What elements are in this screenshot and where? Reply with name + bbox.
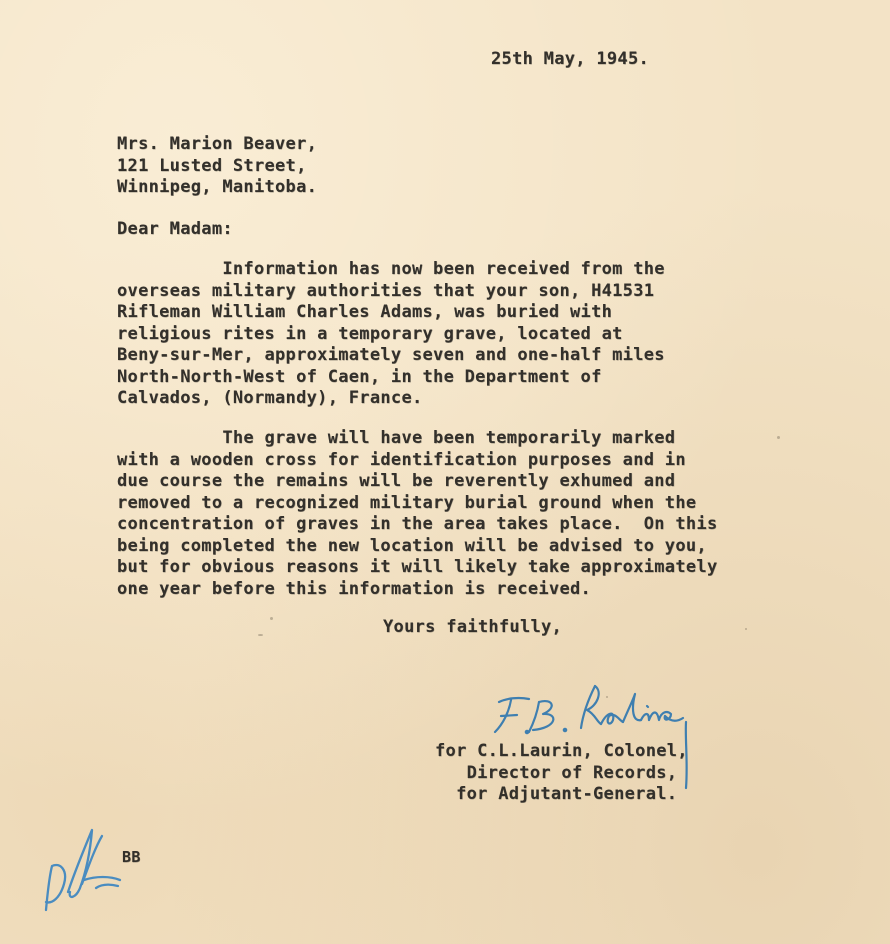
- handwritten-initials: [38, 818, 123, 918]
- letter-date: 25th May, 1945.: [491, 49, 650, 69]
- paper-speck: [258, 634, 263, 636]
- body-paragraph-2: [117, 428, 718, 600]
- typist-initials: BB: [122, 848, 141, 866]
- paragraph-line: one year before this information is received.: [117, 578, 592, 599]
- paragraph-line: being completed the new location will be advised to you,: [117, 535, 707, 556]
- paper-speck: [606, 696, 608, 698]
- paragraph-line: due course the remains will be reverently exhumed and: [117, 471, 676, 491]
- paragraph-line: overseas military authorities that your son, H41531: [117, 280, 655, 301]
- paragraph-line: removed to a recognized military burial ground when the: [117, 492, 697, 513]
- signatory-authority: for Adjutant-General.: [435, 784, 678, 804]
- recipient-street: 121 Lusted Street,: [117, 155, 307, 176]
- paragraph-line: North-North-West of Caen, in the Department of: [117, 366, 602, 387]
- paper-speck: [745, 628, 747, 630]
- closing-line: Yours faithfully,: [383, 617, 563, 637]
- paragraph-line: Beny-sur-Mer, approximately seven and one-half miles: [117, 345, 665, 365]
- signatory-line: for C.L.Laurin, Colonel,: [435, 741, 688, 761]
- paper-speck: [270, 617, 273, 620]
- paragraph-line: religious rites in a temporary grave, located at: [117, 323, 623, 344]
- body-paragraph-1: [117, 259, 665, 410]
- paragraph-line: Calvados, (Normandy), France.: [117, 388, 423, 408]
- recipient-address: [117, 134, 317, 199]
- paper-speck: [777, 436, 780, 439]
- paragraph-line: Information has now been received from the: [117, 259, 665, 279]
- paragraph-line: but for obvious reasons it will likely take approximately: [117, 557, 718, 577]
- salutation: Dear Madam:: [117, 219, 233, 239]
- paragraph-line: The grave will have been temporarily marked: [117, 428, 676, 448]
- recipient-name: Mrs. Marion Beaver,: [117, 134, 318, 154]
- paragraph-line: with a wooden cross for identification purposes and in: [117, 449, 686, 470]
- recipient-city: Winnipeg, Manitoba.: [117, 177, 318, 197]
- signature-block: [435, 741, 688, 806]
- paragraph-line: concentration of graves in the area takes place. On this: [117, 514, 718, 534]
- signatory-title: Director of Records,: [435, 762, 678, 783]
- paragraph-line: Rifleman William Charles Adams, was buried with: [117, 302, 613, 322]
